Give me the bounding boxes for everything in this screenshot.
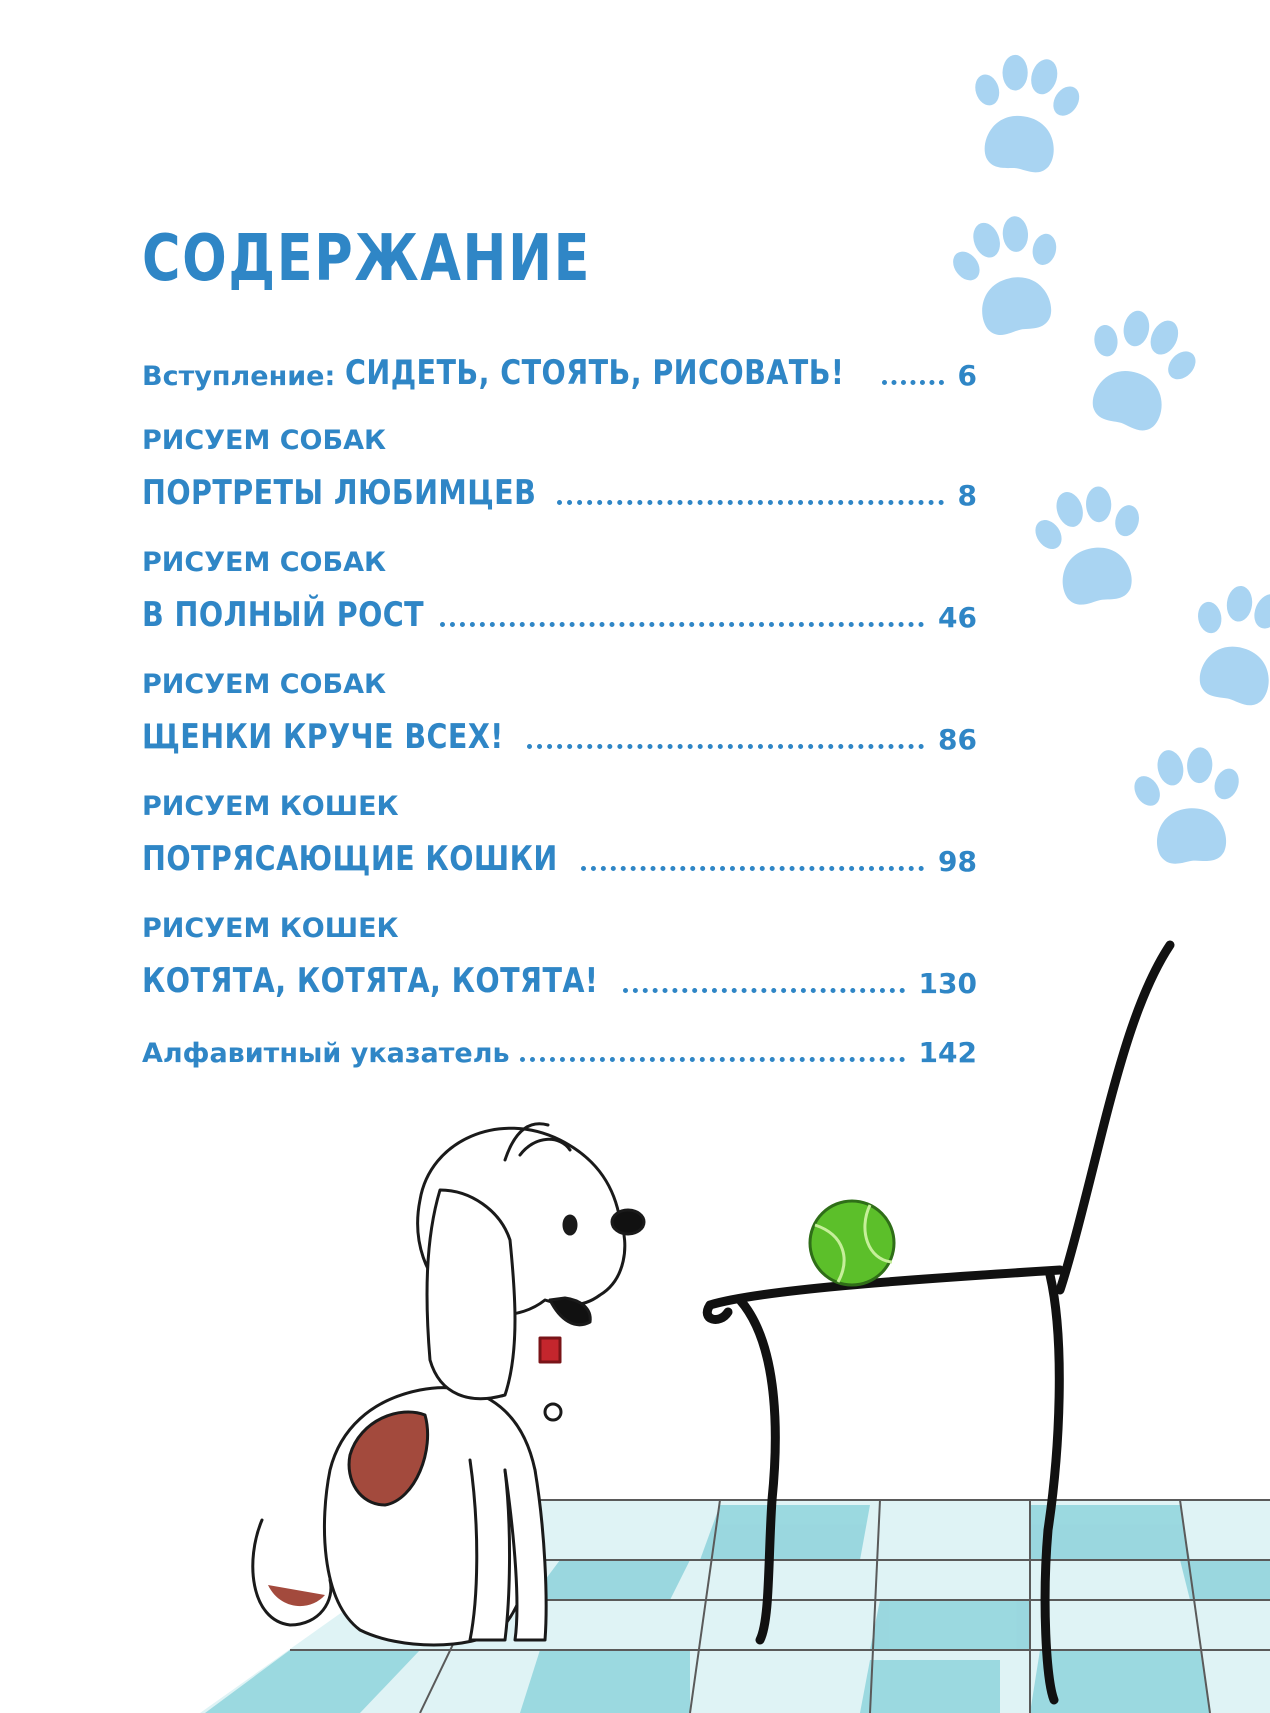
page-title: СОДЕРЖАНИЕ [142,222,592,296]
toc-entry-row[interactable] [142,834,977,879]
toc-page-number: 98 [938,845,977,878]
toc-chapter-title: ЩЕНКИ КРУЧЕ ВСЕХ! [142,717,504,757]
toc-dot-leader [557,500,943,505]
toc-dot-leader [882,380,944,385]
toc-entry-row[interactable] [142,590,977,635]
toc-section-label: РИСУЕМ СОБАК [142,669,387,700]
toc-section-label: РИСУЕМ КОШЕК [142,791,399,822]
toc-intro-row[interactable] [142,348,977,393]
toc-section-label: РИСУЕМ СОБАК [142,425,387,456]
toc-page-number: 8 [957,479,977,512]
toc-dot-leader [581,866,924,871]
toc-page-number: 46 [938,601,977,634]
toc-page-number: 6 [957,359,977,392]
paw-print-2 [941,206,1077,343]
toc-section-label: РИСУЕМ КОШЕК [142,913,399,944]
paw-print-5 [1174,574,1270,715]
toc-index-label: Алфавитный указатель [142,1038,510,1069]
paw-print-4 [1025,478,1157,612]
paw-print-1 [960,48,1089,178]
dog-and-ball-illustration [0,930,1270,1713]
toc-dot-leader [527,744,924,749]
toc-chapter-title: ПОРТРЕТЫ ЛЮБИМЦЕВ [142,473,537,513]
toc-entry-row[interactable] [142,468,977,513]
toc-dot-leader [440,622,924,627]
toc-section-label: РИСУЕМ СОБАК [142,547,387,578]
toc-page-number: 142 [918,1036,977,1069]
toc-intro-chapter: СИДЕТЬ, СТОЯТЬ, РИСОВАТЬ! [345,353,845,393]
paw-print-6 [1127,742,1251,867]
paw-print-3 [1066,297,1210,442]
toc-chapter-title: ПОТРЯСАЮЩИЕ КОШКИ [142,839,558,879]
toc-page-number: 130 [918,967,977,1000]
toc-page-number: 86 [938,723,977,756]
toc-intro-label: Вступление: [142,361,336,392]
toc-chapter-title: В ПОЛНЫЙ РОСТ [142,595,425,635]
tennis-ball [810,1201,894,1285]
toc-chapter-title: КОТЯТА, КОТЯТА, КОТЯТА! [142,961,599,1001]
toc-entry-row[interactable] [142,712,977,757]
